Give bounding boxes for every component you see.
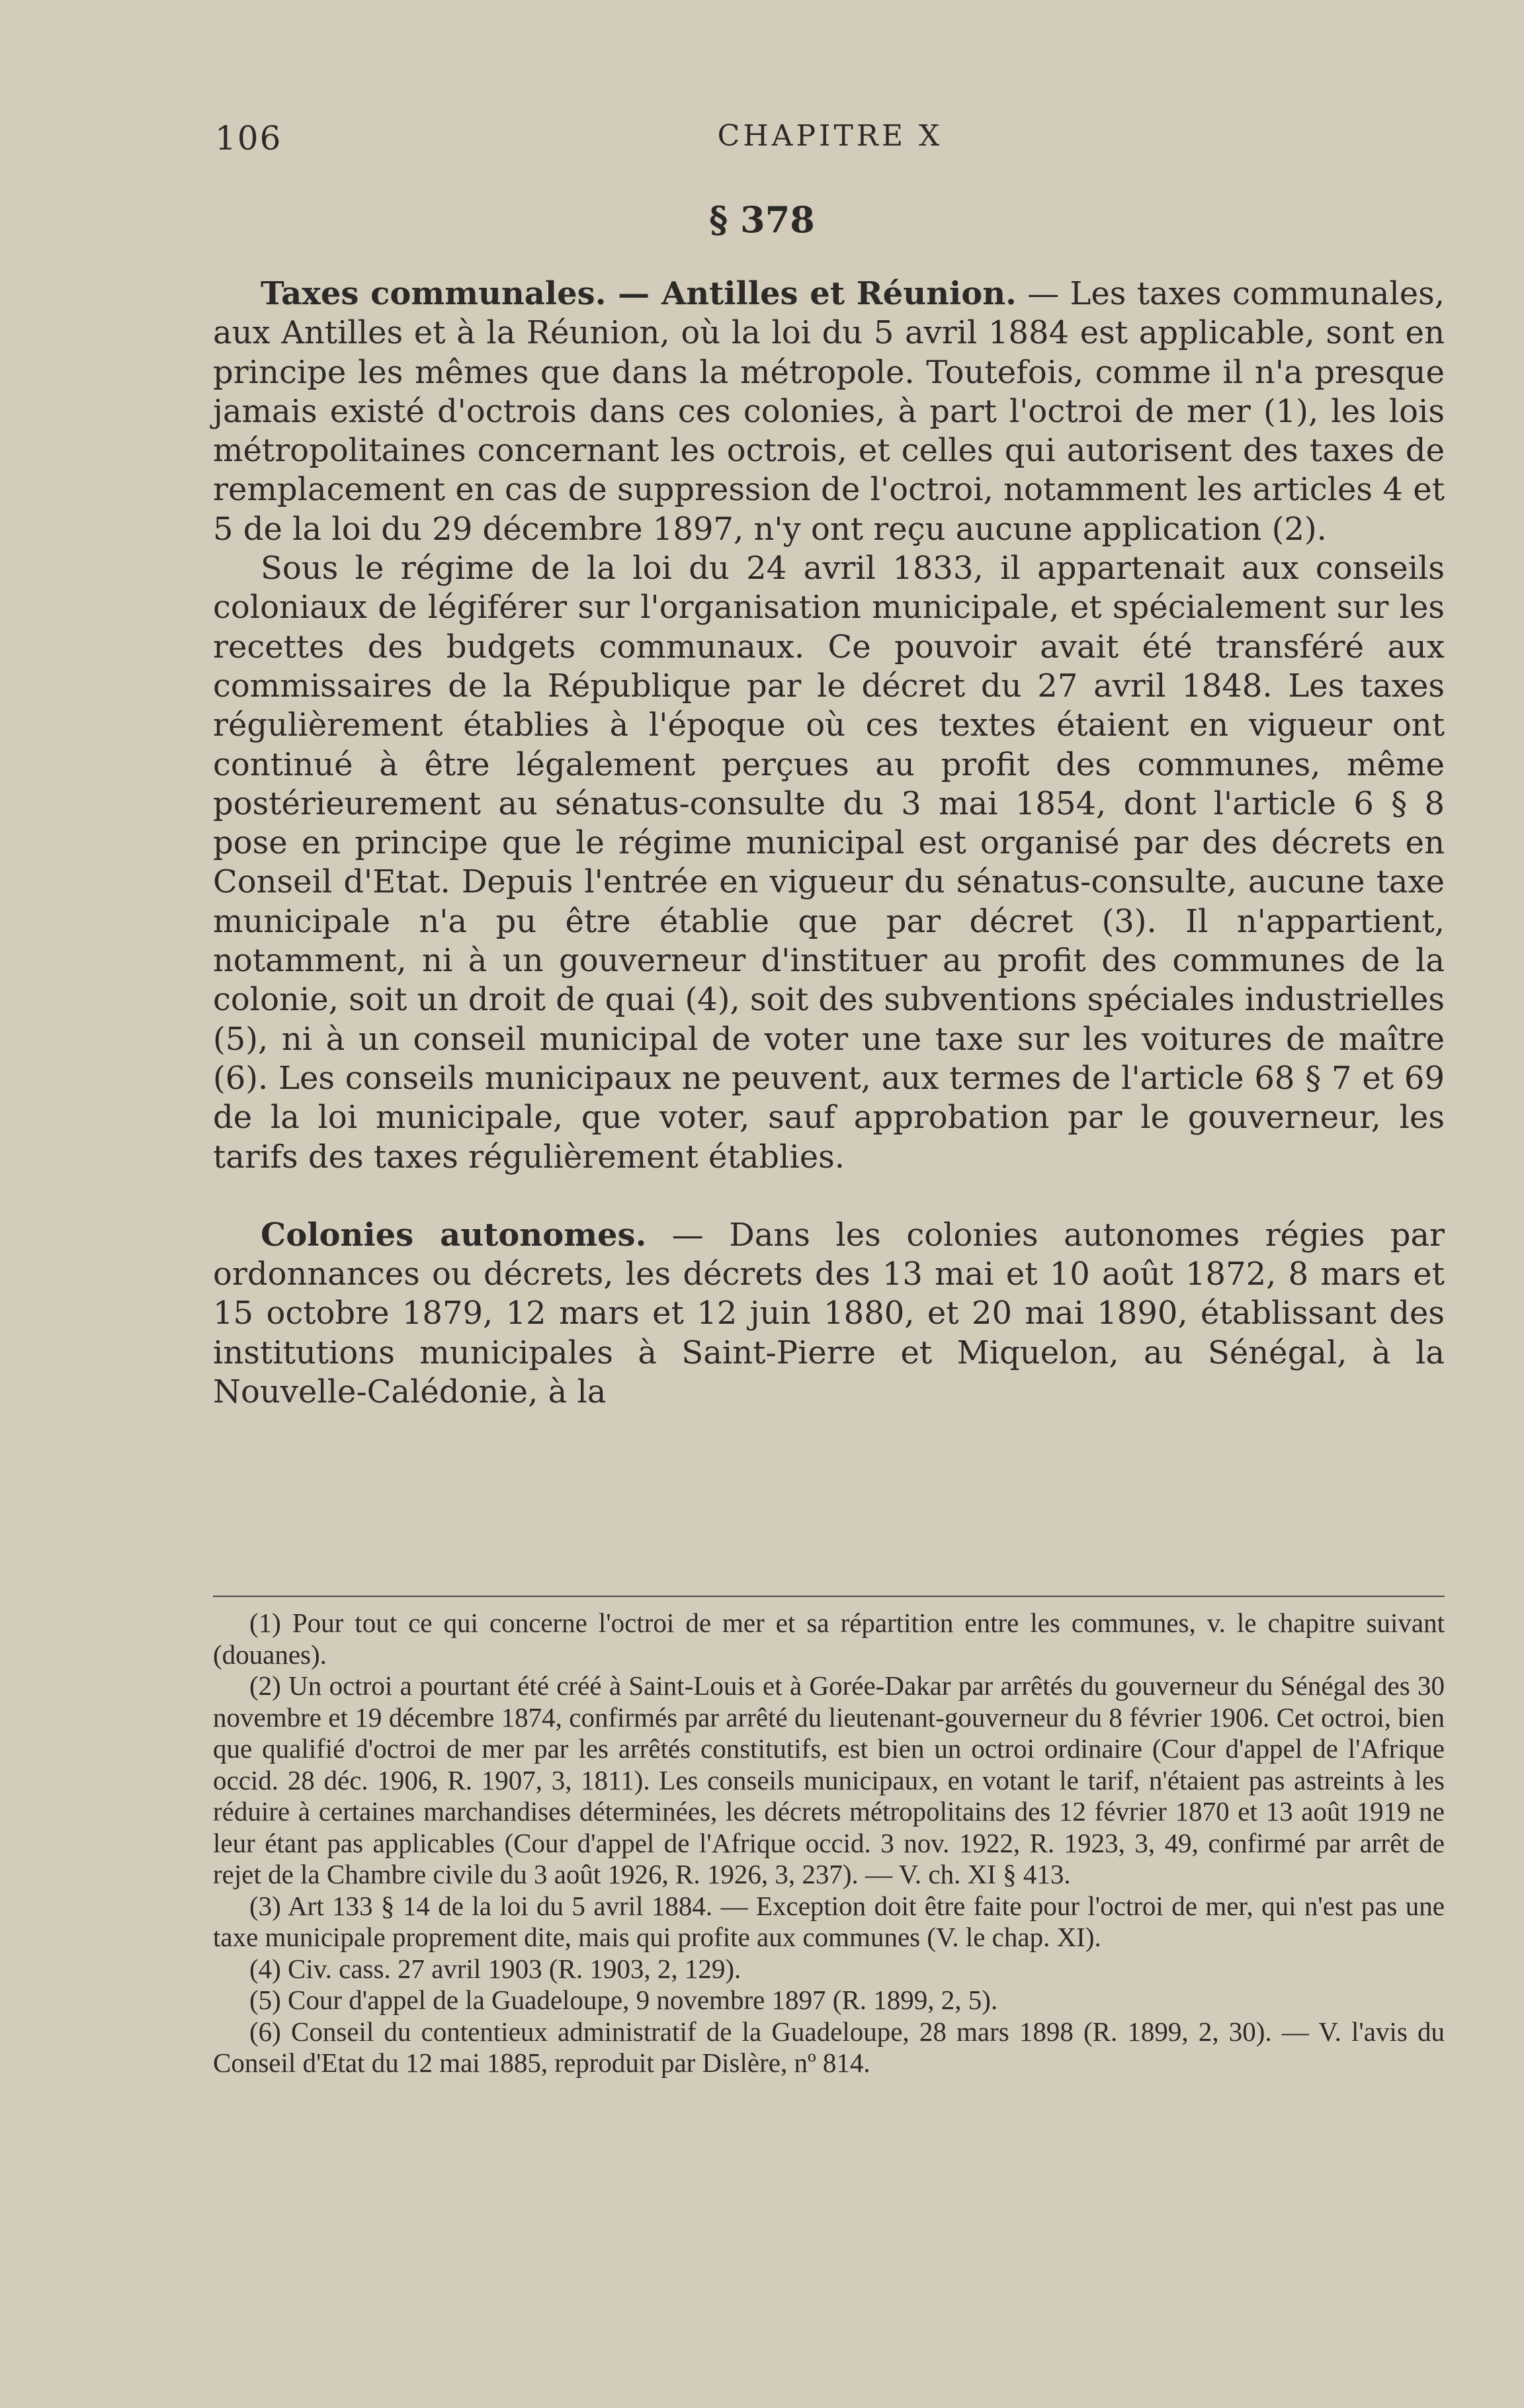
footnote: (5) Cour d'appel de la Guadeloupe, 9 novembre 1897 (R. 1899, 2, 5). [249,1985,998,2015]
page-number: 106 [215,119,282,157]
paragraph-colonies-autonomes [213,1216,1445,1412]
paragraph-antilles [213,275,1445,549]
footnote: (2) Un octroi a pourtant été créé à Saint-Louis et à Gorée-Dakar par arrêtés du gouverneur du Sénégal des 30 novembre et 19 décembre 1874, confirmés par arrêté du lieutenant-gouverneur du 8 février 1906. Cet octroi, bien que qualifié d'octroi de mer par les arrêtés constitutifs, est bien un octroi ordinaire (Cour d'appel de l'Afrique occid. 28 déc. 1906, R. 1907, 3, 1811). Les conseils municipaux, en votant le tarif, n'étaient pas astreints à les réduire à certaines marchandises déterminées, les décrets métropolitains des 12 février 1870 et 13 août 1919 ne leur étant pas applicables (Cour d'appel de l'Afrique occid. 3 nov. 1922, R. 1923, 3, 49, confirmé par arrêt de rejet de la Chambre civile du 3 août 1926, R. 1926, 3, 237). — V. ch. XI § 413. [213,1670,1445,1889]
footnote: (1) Pour tout ce qui concerne l'octroi de mer et sa répartition entre les communes, v. le chapitre suivant (douanes). [213,1608,1445,1670]
footnote: (6) Conseil du contentieux administratif de la Guadeloupe, 28 mars 1898 (R. 1899, 2, 30). — V. l'avis du Conseil d'Etat du 12 mai 1885, reproduit par Dislère, nº 814. [213,2016,1445,2078]
running-head [215,119,1445,165]
paragraph-text: Sous le régime de la loi du 24 avril 1833, il appartenait aux conseils coloniaux de légiférer sur l'organisation municipale, et spécialement sur les recettes des budgets communaux. Ce pouvoir avait été transféré aux commissaires de la République par le décret du 27 avril 1848. Les taxes régulièrement établies à l'époque où ces textes étaient en vigueur ont continué à être légalement perçues au profit des communes, même postérieurement au sénatus-consulte du 3 mai 1854, dont l'article 6 § 8 pose en principe que le régime municipal est organisé par des décrets en Conseil d'Etat. Depuis l'entrée en vigueur du sénatus-consulte, aucune taxe municipale n'a pu être établie que par décret (3). Il n'appartient, notamment, ni à un gouverneur d'instituer au profit des communes de la colonie, soit un droit de quai (4), soit des subventions spéciales industrielles (5), ni à un conseil municipal de voter une taxe sur les voitures de maître (6). Les conseils municipaux ne peuvent, aux termes de l'article 68 § 7 et 69 de la loi municipale, que voter, sauf approbation par le gouverneur, les tarifs des taxes régulièrement établies. [213,550,1445,1176]
paragraph-regime [213,549,1445,1177]
run-in-heading: Taxes communales. — Antilles et Réunion. [261,275,1017,312]
section-number: § 378 [709,198,815,241]
paragraph-spacer [213,1177,1445,1216]
chapter-title: CHAPITRE X [717,119,943,153]
paragraph-text: — Les taxes communales, aux Antilles et à la Réunion, où la loi du 5 avril 1884 est applicable, sont en principe les mêmes que dans la métropole. Toutefois, comme il n'a presque jamais existé d'octrois dans ces colonies, à part l'octroi de mer (1), les lois métropolitaines concernant les octrois, et celles qui autorisent des taxes de remplacement en cas de suppression de l'octroi, notamment les articles 4 et 5 de la loi du 29 décembre 1897, n'y ont reçu aucune application (2). [213,275,1445,548]
footnote: (4) Civ. cass. 27 avril 1903 (R. 1903, 2, 129). [249,1953,741,1984]
run-in-heading: Colonies autonomes. [261,1216,647,1254]
footnote-rule [213,1596,1445,1597]
body-text [213,275,1445,1412]
footnotes [213,1608,1445,2079]
footnote: (3) Art 133 § 14 de la loi du 5 avril 1884. — Exception doit être faite pour l'octroi de mer, qui n'est pas une taxe municipale proprement dite, mais qui profite aux communes (V. le chap. XI). [213,1890,1445,1952]
paragraph-text: — Dans les colonies autonomes régies par ordonnances ou décrets, les décrets des 13 mai et 10 août 1872, 8 mars et 15 octobre 1879, 12 mars et 12 juin 1880, et 20 mai 1890, établissant des institutions municipales à Saint-Pierre et Miquelon, au Sénégal, à la Nouvelle-Calédonie, à la [213,1216,1445,1411]
